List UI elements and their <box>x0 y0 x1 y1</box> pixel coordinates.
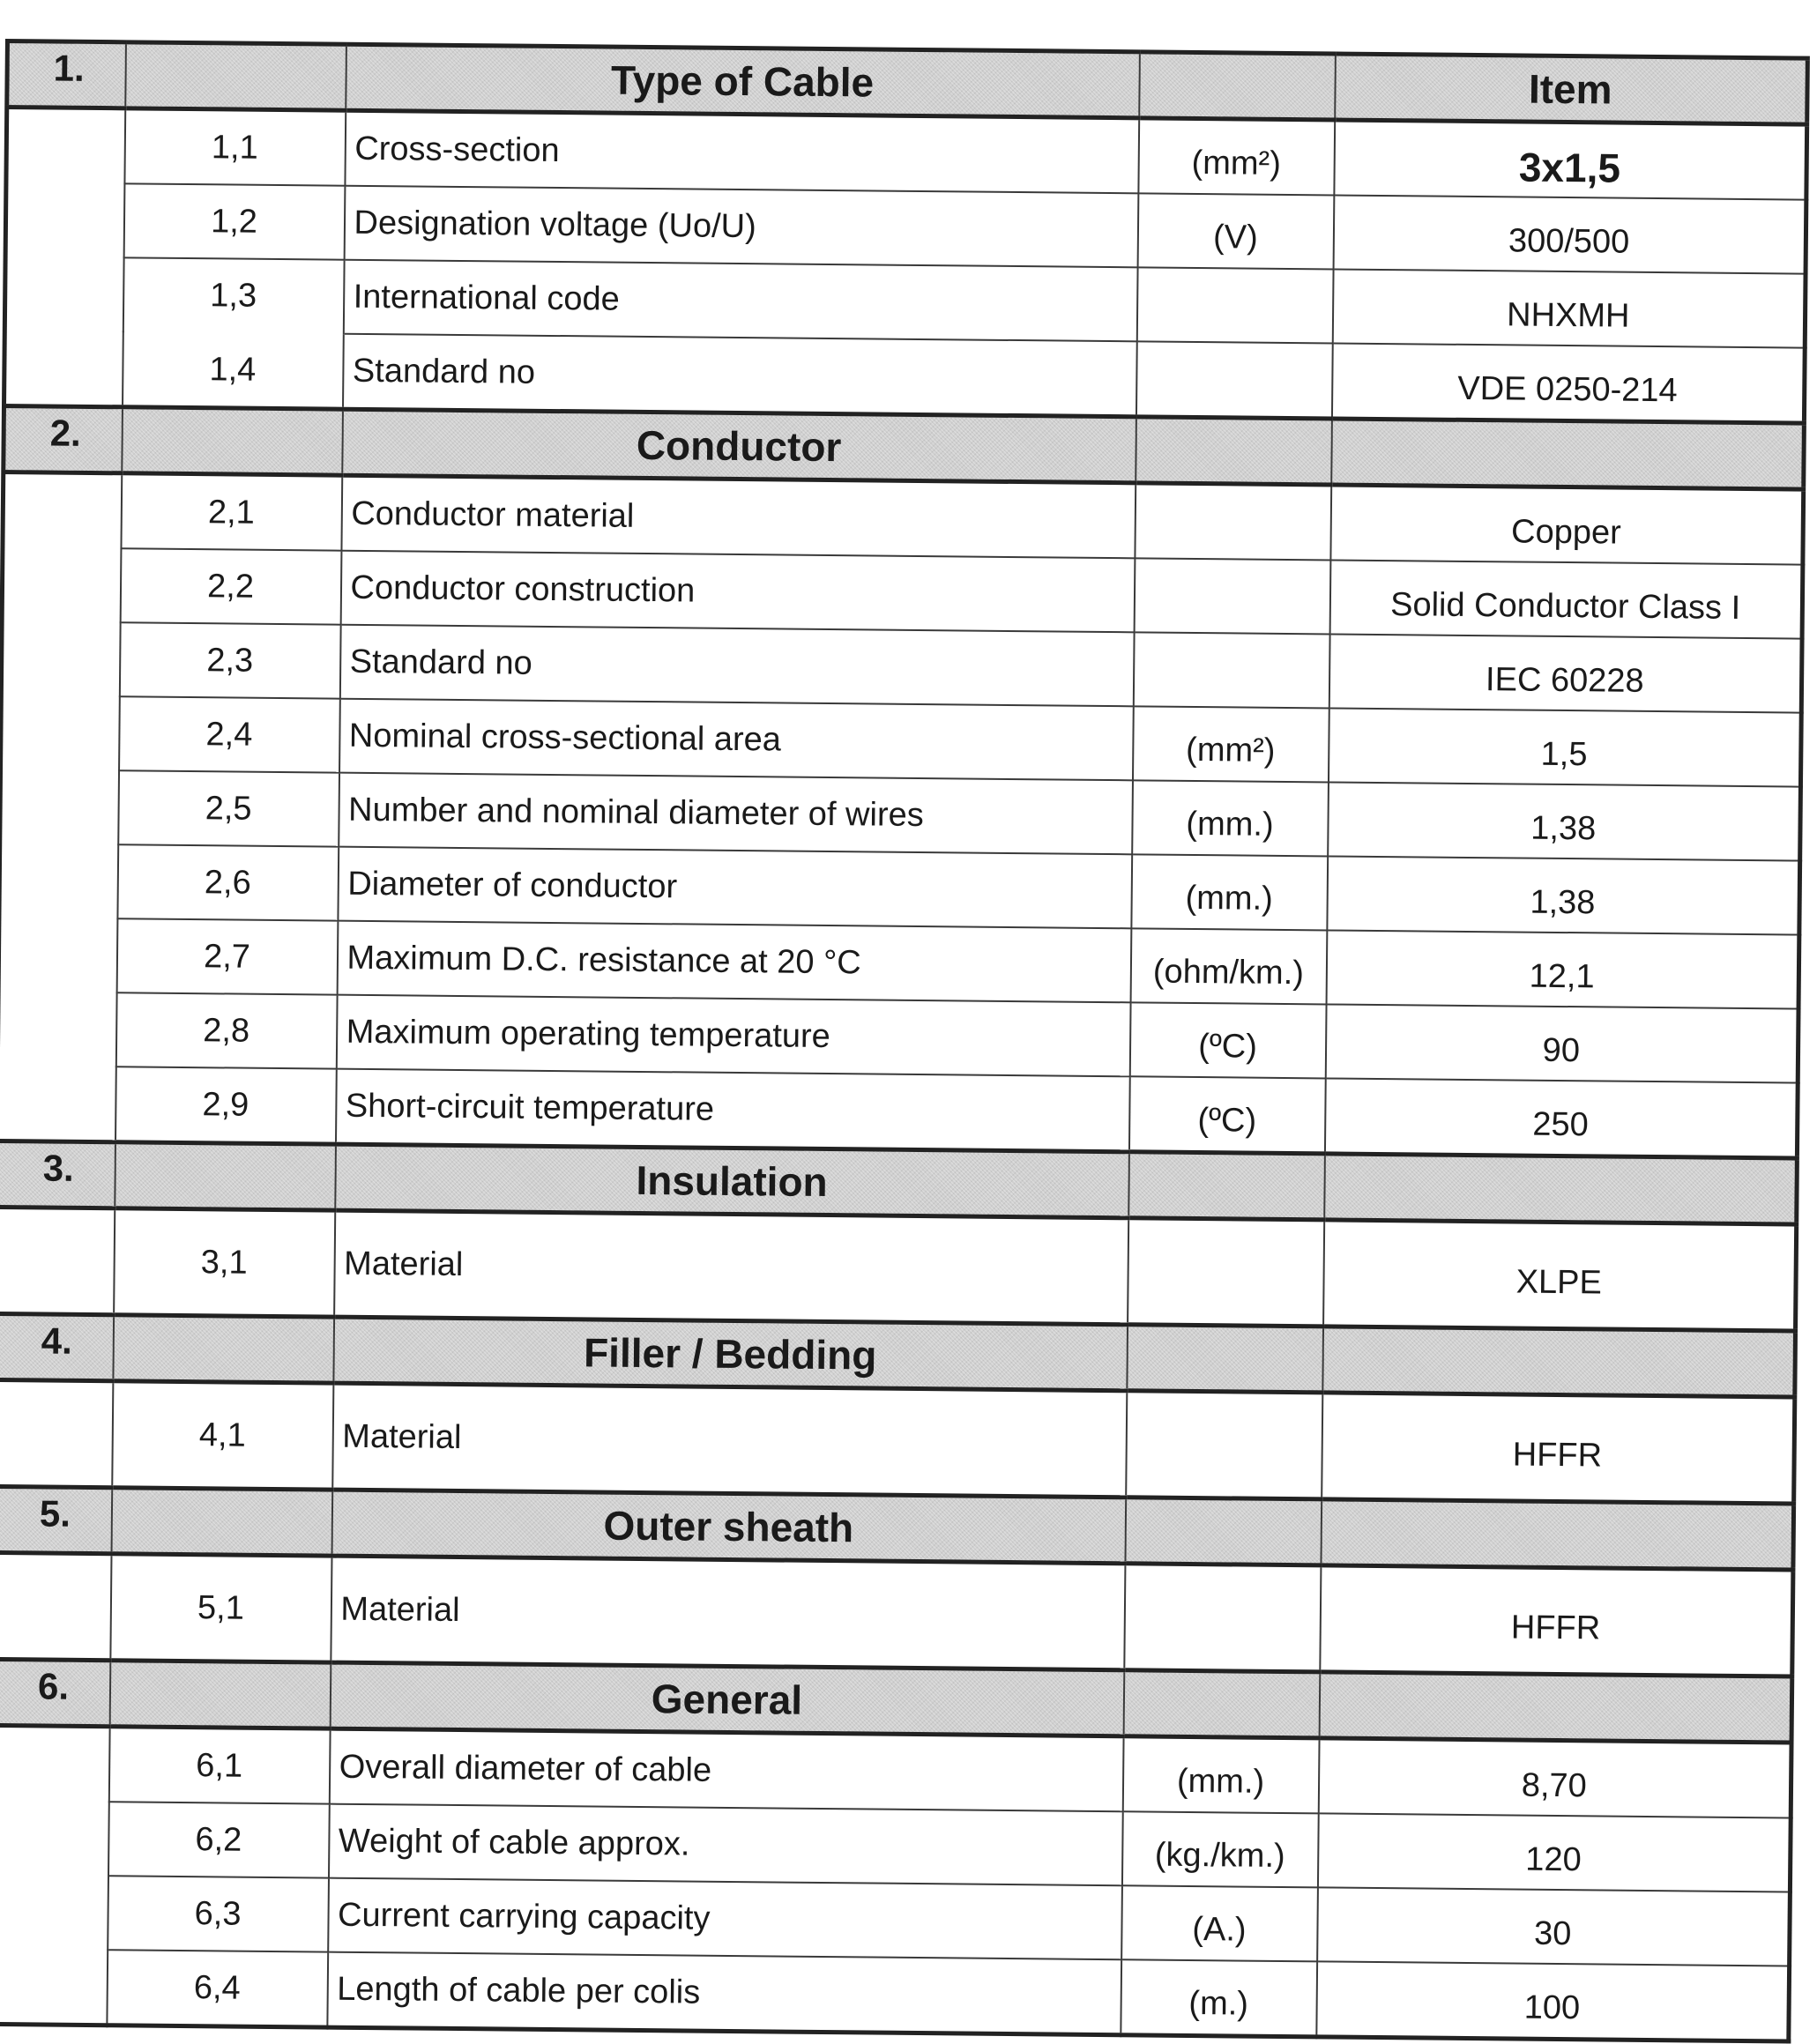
row-unit: (mm.) <box>1132 780 1329 856</box>
table-row <box>0 1552 1793 1676</box>
section-blank-cell <box>1136 417 1332 485</box>
row-number: 1,3 <box>123 257 344 333</box>
section-blank-cell <box>109 1661 331 1728</box>
row-label: Maximum operating temperature <box>336 995 1130 1077</box>
section-blank-cell <box>125 42 346 110</box>
table-row <box>0 1949 1790 2041</box>
row-label: Overall diameter of cable <box>329 1728 1123 1811</box>
row-unit <box>1134 558 1330 634</box>
row-unit: (A.) <box>1121 1885 1318 1961</box>
row-label: Designation voltage (Uo/U) <box>344 186 1138 268</box>
section-number: 4. <box>0 1313 114 1380</box>
section-number: 5. <box>0 1486 112 1553</box>
row-value: Copper <box>1330 485 1804 565</box>
row-number: 2,1 <box>121 473 342 551</box>
row-blank-cell <box>0 1725 109 2025</box>
row-value: 1,38 <box>1327 856 1800 934</box>
row-value: Solid Conductor Class I <box>1329 560 1803 638</box>
row-label: Number and nominal diameter of wires <box>339 773 1133 855</box>
row-value: 120 <box>1317 1813 1791 1892</box>
row-number: 3,1 <box>114 1208 335 1317</box>
row-unit <box>1124 1564 1321 1672</box>
section-title: Conductor <box>342 409 1136 483</box>
table-row <box>0 1379 1795 1504</box>
section-number: 2. <box>4 406 123 473</box>
row-label: Length of cable per colis <box>327 1952 1121 2035</box>
row-number: 2,4 <box>119 696 340 772</box>
row-unit <box>1126 1391 1322 1499</box>
row-unit <box>1128 1218 1324 1327</box>
row-label: Material <box>332 1383 1127 1498</box>
row-number: 6,2 <box>108 1802 329 1877</box>
row-value: IEC 60228 <box>1329 634 1802 712</box>
row-unit: (mm²) <box>1138 118 1335 196</box>
row-label: Material <box>334 1210 1128 1325</box>
row-value: 100 <box>1316 1961 1790 2041</box>
row-number: 2,9 <box>115 1067 336 1144</box>
row-label: Standard no <box>342 334 1136 417</box>
section-blank-cell <box>1128 1152 1325 1220</box>
row-blank-cell <box>0 1207 115 1314</box>
row-number: 6,4 <box>107 1950 328 2027</box>
row-value: HFFR <box>1320 1565 1793 1676</box>
row-value: NHXMH <box>1332 269 1806 347</box>
row-number: 1,4 <box>122 331 343 409</box>
row-unit <box>1136 341 1332 419</box>
row-label: Short-circuit temperature <box>335 1069 1129 1152</box>
row-unit: (V) <box>1137 193 1334 269</box>
section-blank-cell <box>111 1488 332 1556</box>
row-value: HFFR <box>1322 1393 1795 1504</box>
row-number: 6,1 <box>108 1727 330 1804</box>
row-label: Diameter of conductor <box>338 847 1132 929</box>
row-label: Conductor construction <box>340 551 1135 633</box>
row-unit: (ºC) <box>1129 1002 1326 1078</box>
row-unit <box>1136 267 1333 343</box>
row-unit: (ohm/km.) <box>1130 928 1327 1004</box>
row-label: Cross-section <box>345 110 1139 193</box>
row-unit: (mm²) <box>1132 706 1329 782</box>
section-title: General <box>330 1662 1124 1736</box>
row-label: Standard no <box>339 625 1134 707</box>
row-unit: (mm.) <box>1122 1736 1319 1814</box>
row-value: 8,70 <box>1318 1738 1791 1818</box>
section-number: 6. <box>0 1659 110 1726</box>
row-label: Weight of cable approx. <box>328 1804 1122 1886</box>
row-unit: (mm.) <box>1131 854 1328 930</box>
row-number: 2,7 <box>116 918 338 994</box>
section-blank-cell <box>1125 1498 1322 1565</box>
row-blank-cell <box>0 1379 113 1487</box>
section-blank-cell <box>1322 1327 1796 1397</box>
row-label: International code <box>343 260 1137 342</box>
section-title: Outer sheath <box>331 1490 1126 1564</box>
row-value: 300/500 <box>1333 195 1806 273</box>
section-blank-cell <box>113 1315 334 1383</box>
section-blank-cell <box>1123 1670 1320 1738</box>
section-blank-cell <box>1319 1672 1792 1743</box>
section-title: Type of Cable <box>346 44 1140 118</box>
section-blank-cell <box>115 1142 336 1210</box>
row-unit <box>1133 632 1329 708</box>
row-number: 4,1 <box>112 1381 333 1490</box>
row-blank-cell <box>0 472 122 1142</box>
row-number: 2,5 <box>118 770 339 846</box>
row-value: VDE 0250-214 <box>1331 343 1805 423</box>
row-number: 6,3 <box>108 1876 329 1951</box>
item-column-header: Item <box>1335 54 1808 124</box>
row-value: 250 <box>1324 1078 1798 1158</box>
row-number: 2,6 <box>117 844 339 920</box>
row-value: 3x1,5 <box>1334 120 1807 200</box>
row-value: 1,38 <box>1328 782 1801 860</box>
row-value: 1,5 <box>1328 708 1801 786</box>
row-blank-cell <box>4 108 125 407</box>
row-label: Maximum D.C. resistance at 20 °C <box>337 921 1131 1003</box>
row-value: 90 <box>1325 1004 1798 1082</box>
row-label: Current carrying capacity <box>328 1878 1122 1960</box>
row-number: 2,3 <box>119 622 340 698</box>
row-value: 12,1 <box>1326 930 1799 1008</box>
section-number: 1. <box>7 41 126 108</box>
row-value: XLPE <box>1323 1220 1797 1331</box>
cable-spec-table <box>0 39 1810 2044</box>
section-blank-cell <box>1331 419 1805 489</box>
row-unit: (kg./km.) <box>1121 1811 1318 1887</box>
section-blank-cell <box>122 407 343 475</box>
row-number: 1,2 <box>123 183 345 259</box>
section-blank-cell <box>1139 52 1336 120</box>
row-label: Conductor material <box>341 475 1136 558</box>
row-blank-cell <box>0 1552 111 1660</box>
row-label: Material <box>331 1556 1125 1670</box>
row-unit: (ºC) <box>1128 1076 1325 1154</box>
row-number: 2,2 <box>120 548 341 624</box>
row-label: Nominal cross-sectional area <box>339 699 1134 781</box>
section-blank-cell <box>1127 1325 1323 1393</box>
row-unit <box>1135 483 1331 561</box>
table-row <box>0 1207 1797 1331</box>
section-title: Filler / Bedding <box>333 1317 1128 1391</box>
section-number: 3. <box>0 1141 115 1208</box>
row-number: 1,1 <box>124 108 346 186</box>
row-unit: (m.) <box>1121 1959 1317 2037</box>
section-title: Insulation <box>335 1144 1129 1218</box>
section-blank-cell <box>1321 1499 1794 1570</box>
row-value: 30 <box>1317 1887 1791 1966</box>
section-blank-cell <box>1324 1154 1798 1224</box>
row-number: 5,1 <box>110 1554 331 1662</box>
row-number: 2,8 <box>115 992 337 1068</box>
